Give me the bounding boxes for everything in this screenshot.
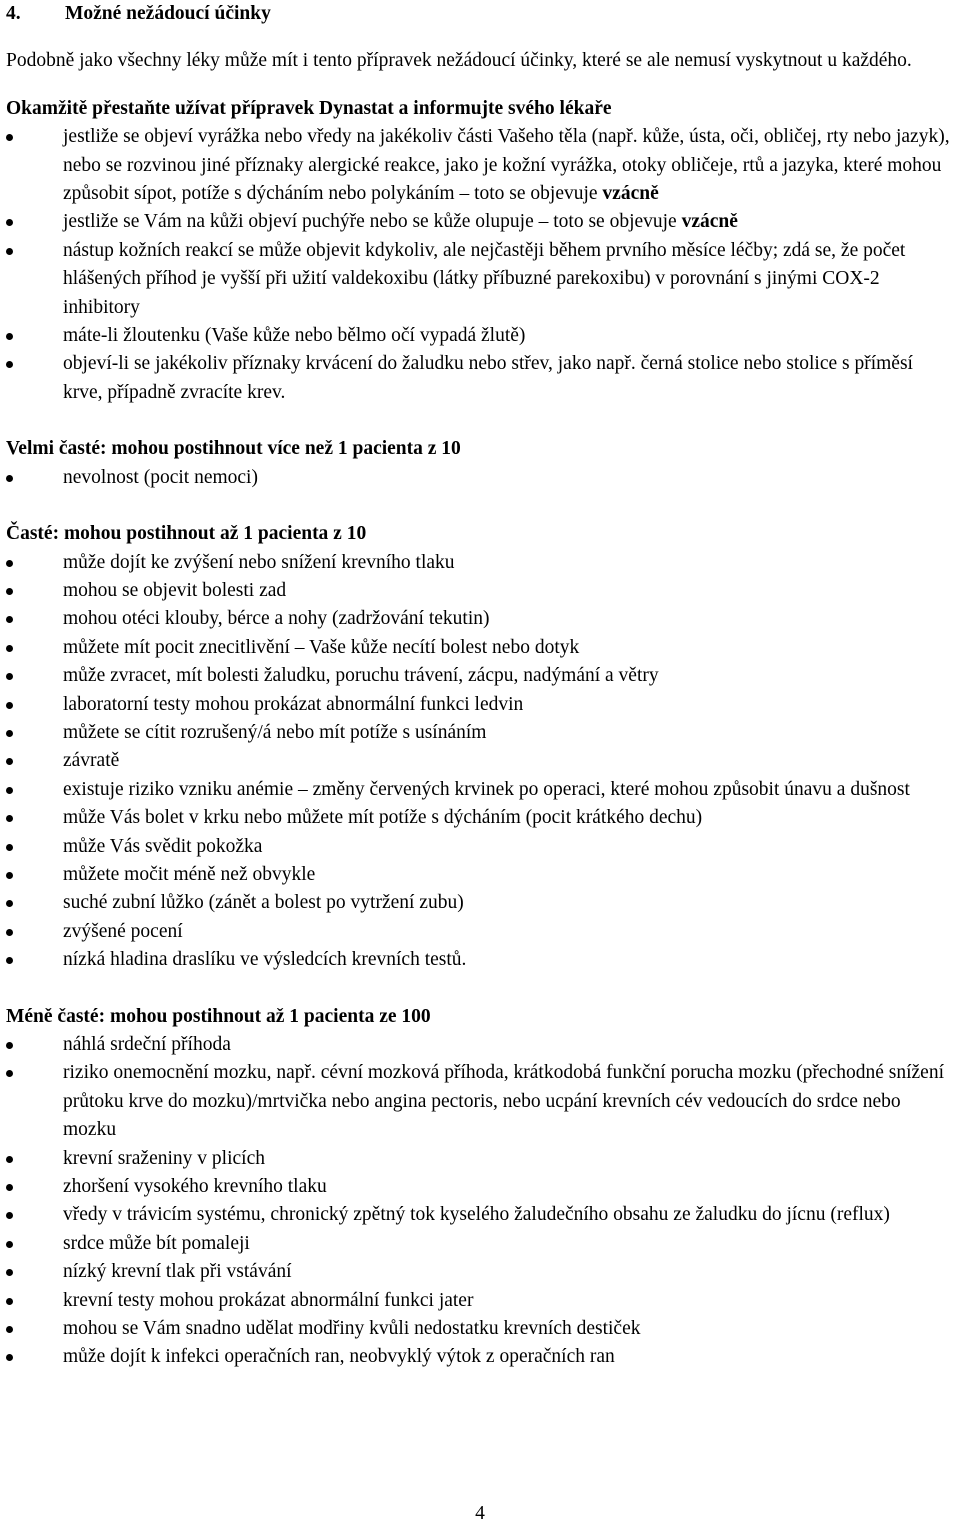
section-title: Možné nežádoucí účinky <box>65 3 271 24</box>
stop-title: Okamžitě přestaňte užívat přípravek Dynastat a informujte svého lékaře <box>6 97 612 119</box>
list-item: existuje riziko vzniku anémie – změny červených krvinek po operaci, které mohou způsobit únavu a dušnost <box>6 776 952 804</box>
bullet-icon <box>6 588 13 595</box>
very-common-title: Velmi časté: mohou postihnout více než 1 pacienta z 10 <box>6 438 461 460</box>
bullet-icon <box>6 1269 13 1276</box>
list-item: nízký krevní tlak při vstávání <box>6 1258 952 1286</box>
bullet-icon <box>6 219 13 226</box>
bullet-icon <box>6 1326 13 1333</box>
list-item: můžete močit méně než obvykle <box>6 861 952 889</box>
list-item: krevní sraženiny v plicích <box>6 1145 952 1173</box>
list-item: máte-li žloutenku (Vaše kůže nebo bělmo očí vypadá žlutě) <box>6 322 952 350</box>
section-heading <box>6 0 952 28</box>
bullet-icon <box>6 844 13 851</box>
bullet-icon <box>6 1184 13 1191</box>
list-item: srdce může bít pomaleji <box>6 1230 952 1258</box>
list-item: zvýšené pocení <box>6 918 952 946</box>
uncommon-section <box>6 1003 952 1372</box>
bullet-icon <box>6 758 13 765</box>
bullet-icon <box>6 1241 13 1248</box>
list-item: můžete se cítit rozrušený/á nebo mít potíže s usínáním <box>6 719 952 747</box>
very-common-section <box>6 435 952 492</box>
bullet-icon <box>6 815 13 822</box>
list-item: může dojít ke zvýšení nebo snížení krevního tlaku <box>6 549 952 577</box>
bullet-icon <box>6 333 13 340</box>
uncommon-title: Méně časté: mohou postihnout až 1 pacienta ze 100 <box>6 1005 431 1027</box>
list-item: mohou se Vám snadno udělat modřiny kvůli nedostatku krevních destiček <box>6 1315 952 1343</box>
list-item: mohou se objevit bolesti zad <box>6 577 952 605</box>
list-item: laboratorní testy mohou prokázat abnormální funkci ledvin <box>6 691 952 719</box>
bullet-icon <box>6 673 13 680</box>
bullet-icon <box>6 361 13 368</box>
list-item: závratě <box>6 747 952 775</box>
list-item: nevolnost (pocit nemoci) <box>6 464 952 492</box>
list-item: zhoršení vysokého krevního tlaku <box>6 1173 952 1201</box>
bullet-icon <box>6 645 13 652</box>
list-item: může zvracet, mít bolesti žaludku, poruchu trávení, zácpu, nadýmání a větry <box>6 662 952 690</box>
frequency-label: vzácně <box>602 183 659 205</box>
frequency-label: vzácně <box>681 211 738 233</box>
bullet-icon <box>6 134 13 141</box>
bullet-icon <box>6 787 13 794</box>
bullet-icon <box>6 929 13 936</box>
stop-list <box>6 123 952 407</box>
list-item: může Vás svědit pokožka <box>6 833 952 861</box>
list-item: nástup kožních reakcí se může objevit kdykoliv, ale nejčastěji během prvního měsíce léčby; zdá se, že počet hlášených příhod je vyšší při užití valdekoxibu (látky příbuzné parekoxibu) v porovnání s jinými COX-2 inhibitory <box>6 237 952 322</box>
list-item: jestliže se Vám na kůži objeví puchýře nebo se kůže olupuje – toto se objevuje vzácně <box>6 208 952 236</box>
common-title: Časté: mohou postihnout až 1 pacienta z 10 <box>6 523 367 545</box>
list-item: riziko onemocnění mozku, např. cévní mozková příhoda, krátkodobá funkční porucha mozku (přechodné snížení průtoku krve do mozku)/mrtvička nebo angina pectoris, nebo ucpání krevních cév vedoucích do srdce nebo mozku <box>6 1059 952 1144</box>
list-item: vředy v trávicím systému, chronický zpětný tok kyselého žaludečního obsahu ze žaludku do jícnu (reflux) <box>6 1201 952 1229</box>
list-item: nízká hladina draslíku ve výsledcích krevních testů. <box>6 946 952 974</box>
list-item: objeví-li se jakékoliv příznaky krvácení do žaludku nebo střev, jako např. černá stolice nebo stolice s příměsí krve, případně zvracíte krev. <box>6 350 952 407</box>
list-item: jestliže se objeví vyrážka nebo vředy na jakékoliv části Vašeho těla (např. kůže, ústa, oči, obličej, rty nebo jazyk), nebo se rozvinou jiné příznaky alergické reakce, jako je kožní vyrážka, otoky obličeje, rtů a jazyka, které mohou způsobit sípot, potíže s dýcháním nebo polykáním – toto se objevuje vzácně <box>6 123 952 208</box>
page-number: 4 <box>475 1503 485 1524</box>
list-item: krevní testy mohou prokázat abnormální funkci jater <box>6 1287 952 1315</box>
list-item: suché zubní lůžko (zánět a bolest po vytržení zubu) <box>6 889 952 917</box>
common-list <box>6 549 952 975</box>
list-item: může dojít k infekci operačních ran, neobvyklý výtok z operačních ran <box>6 1343 952 1371</box>
stop-section <box>6 95 952 407</box>
bullet-icon <box>6 1212 13 1219</box>
bullet-icon <box>6 872 13 879</box>
bullet-icon <box>6 730 13 737</box>
list-item: může Vás bolet v krku nebo můžete mít potíže s dýcháním (pocit krátkého dechu) <box>6 804 952 832</box>
very-common-list <box>6 464 952 492</box>
bullet-icon <box>6 1070 13 1077</box>
bullet-icon <box>6 702 13 709</box>
bullet-icon <box>6 1354 13 1361</box>
document-page <box>6 0 952 1372</box>
bullet-icon <box>6 248 13 255</box>
bullet-icon <box>6 1042 13 1049</box>
list-item: mohou otéci klouby, bérce a nohy (zadržování tekutin) <box>6 605 952 633</box>
section-number: 4. <box>6 3 21 24</box>
bullet-icon <box>6 560 13 567</box>
bullet-icon <box>6 616 13 623</box>
bullet-icon <box>6 900 13 907</box>
bullet-icon <box>6 1156 13 1163</box>
bullet-icon <box>6 957 13 964</box>
uncommon-list <box>6 1031 952 1372</box>
bullet-icon <box>6 475 13 482</box>
list-item: můžete mít pocit znecitlivění – Vaše kůže necítí bolest nebo dotyk <box>6 634 952 662</box>
list-item: náhlá srdeční příhoda <box>6 1031 952 1059</box>
intro-paragraph: Podobně jako všechny léky může mít i tento přípravek nežádoucí účinky, které se ale nemusí vyskytnout u každého. <box>6 50 912 72</box>
bullet-icon <box>6 1298 13 1305</box>
common-section <box>6 520 952 975</box>
